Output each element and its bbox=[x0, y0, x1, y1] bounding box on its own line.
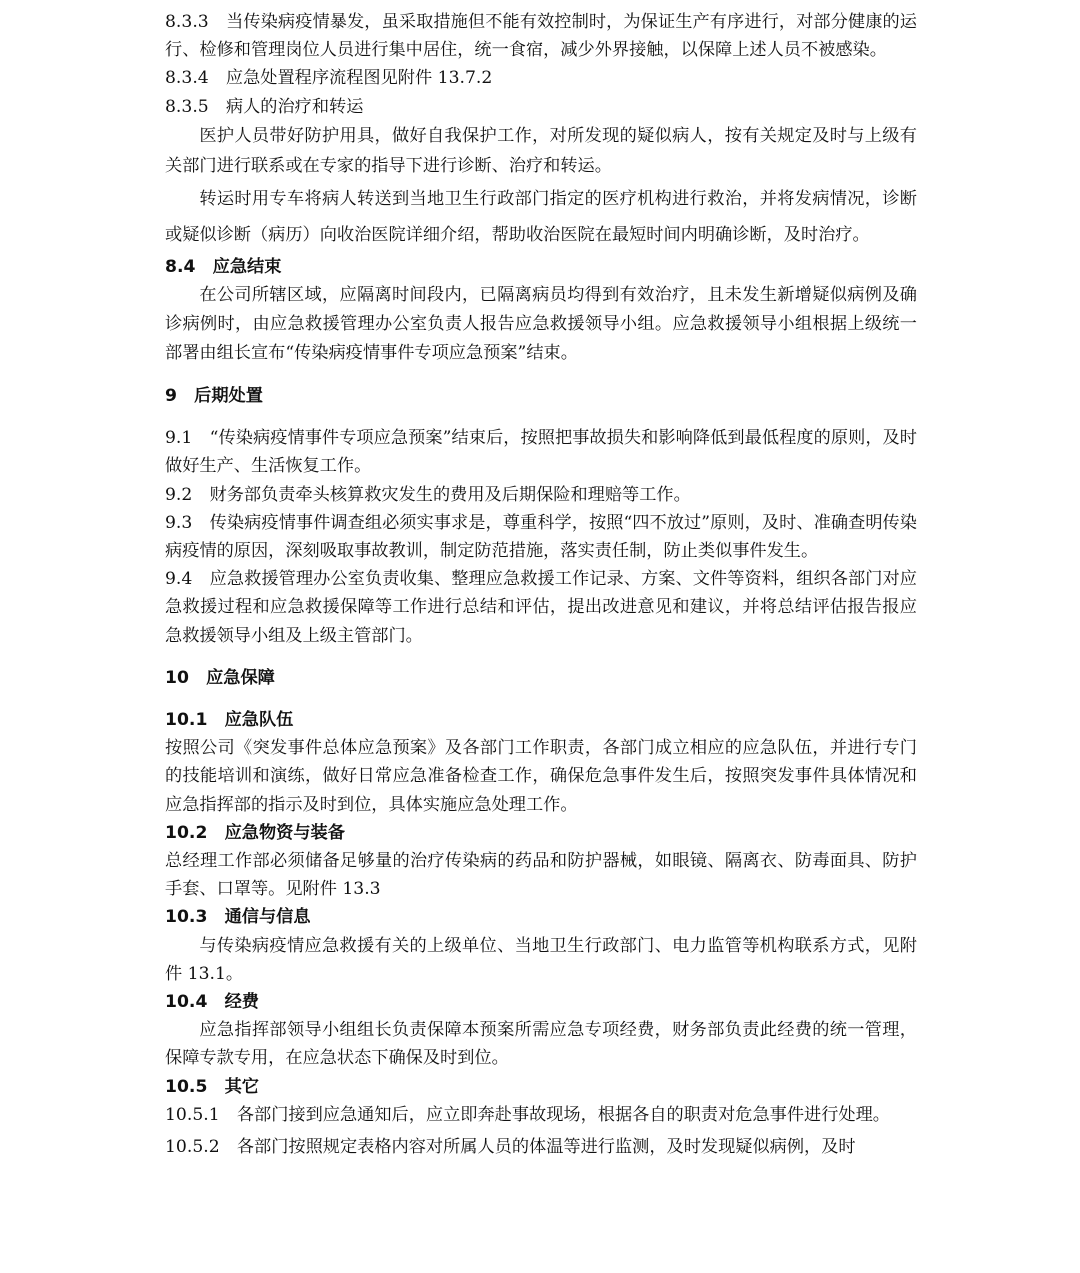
document-page bbox=[165, 8, 917, 1161]
paragraph-emergency-end: 在公司所辖区域，应隔离时间段内，已隔离病员均得到有效治疗，且未发生新增疑似病例及确诊病例时，由应急救援管理办公室负责人报告应急救援领导小组。应急救援领导小组根据上级统一部署由组长宣布“传染病疫情事件专项应急预案”结束。 bbox=[165, 285, 917, 364]
heading-10: 10 应急保障 bbox=[165, 667, 275, 688]
heading-10-1: 10.1 应急队伍 bbox=[165, 710, 294, 731]
paragraph-9-3: 9.3 传染病疫情事件调查组必须实事求是，尊重科学，按照“四不放过”原则，及时、准确查明传染病疫情的原因，深刻吸取事故教训，制定防范措施，落实责任制，防止类似事件发生。 bbox=[165, 512, 917, 562]
paragraph-10-5-2: 10.5.2 各部门按照规定表格内容对所属人员的体温等进行监测，及时发现疑似病例，及时 bbox=[165, 1137, 856, 1158]
heading-10-2: 10.2 应急物资与装备 bbox=[165, 822, 345, 843]
heading-10-4: 10.4 经费 bbox=[165, 992, 259, 1013]
paragraph-8-3-5-title: 8.3.5 病人的治疗和转运 bbox=[165, 96, 364, 117]
paragraph-10-4: 应急指挥部领导小组组长负责保障本预案所需应急专项经费，财务部负责此经费的统一管理，保障专款专用，在应急状态下确保及时到位。 bbox=[165, 1020, 917, 1069]
paragraph-9-2: 9.2 财务部负责牵头核算救灾发生的费用及后期保险和理赔等工作。 bbox=[165, 484, 691, 505]
paragraph-8-3-3: 8.3.3 当传染病疫情暴发，虽采取措施但不能有效控制时，为保证生产有序进行，对部分健康的运行、检修和管理岗位人员进行集中居住，统一食宿，减少外界接触，以保障上述人员不被感染。 bbox=[165, 12, 917, 61]
heading-9: 9 后期处置 bbox=[165, 386, 263, 407]
paragraph-transfer: 转运时用专车将病人转送到当地卫生行政部门指定的医疗机构进行救治，并将发病情况，诊断或疑似诊断（病历）向收治医院详细介绍，帮助收治医院在最短时间内明确诊断，及时治疗。 bbox=[165, 188, 917, 245]
heading-10-5: 10.5 其它 bbox=[165, 1076, 259, 1097]
paragraph-9-4: 9.4 应急救援管理办公室负责收集、整理应急救援工作记录、方案、文件等资料，组织各部门对应急救援过程和应急救援保障等工作进行总结和评估，提出改进意见和建议，并将总结评估报告报应急救援领导小组及上级主管部门。 bbox=[165, 569, 917, 646]
paragraph-10-3: 与传染病疫情应急救援有关的上级单位、当地卫生行政部门、电力监管等机构联系方式，见附件 13.1。 bbox=[165, 935, 917, 984]
paragraph-medical-staff: 医护人员带好防护用具，做好自我保护工作，对所发现的疑似病人，按有关规定及时与上级有关部门进行联系或在专家的指导下进行诊断、治疗和转运。 bbox=[165, 125, 917, 176]
heading-10-3: 10.3 通信与信息 bbox=[165, 907, 311, 928]
paragraph-8-3-4: 8.3.4 应急处置程序流程图见附件 13.7.2 bbox=[165, 68, 493, 89]
heading-8-4: 8.4 应急结束 bbox=[165, 256, 282, 277]
paragraph-10-2: 总经理工作部必须储备足够量的治疗传染病的药品和防护器械，如眼镜、隔离衣、防毒面具、防护手套、口罩等。见附件 13.3 bbox=[165, 851, 917, 900]
paragraph-10-5-1: 10.5.1 各部门接到应急通知后，应立即奔赴事故现场，根据各自的职责对危急事件进行处理。 bbox=[165, 1104, 890, 1125]
paragraph-9-1: 9.1 “传染病疫情事件专项应急预案”结束后，按照把事故损失和影响降低到最低程度的原则，及时做好生产、生活恢复工作。 bbox=[165, 428, 917, 477]
paragraph-10-1: 按照公司《突发事件总体应急预案》及各部门工作职责，各部门成立相应的应急队伍，并进行专门的技能培训和演练，做好日常应急准备检查工作，确保危急事件发生后，按照突发事件具体情况和应急指挥部的指示及时到位，具体实施应急处理工作。 bbox=[165, 738, 917, 815]
